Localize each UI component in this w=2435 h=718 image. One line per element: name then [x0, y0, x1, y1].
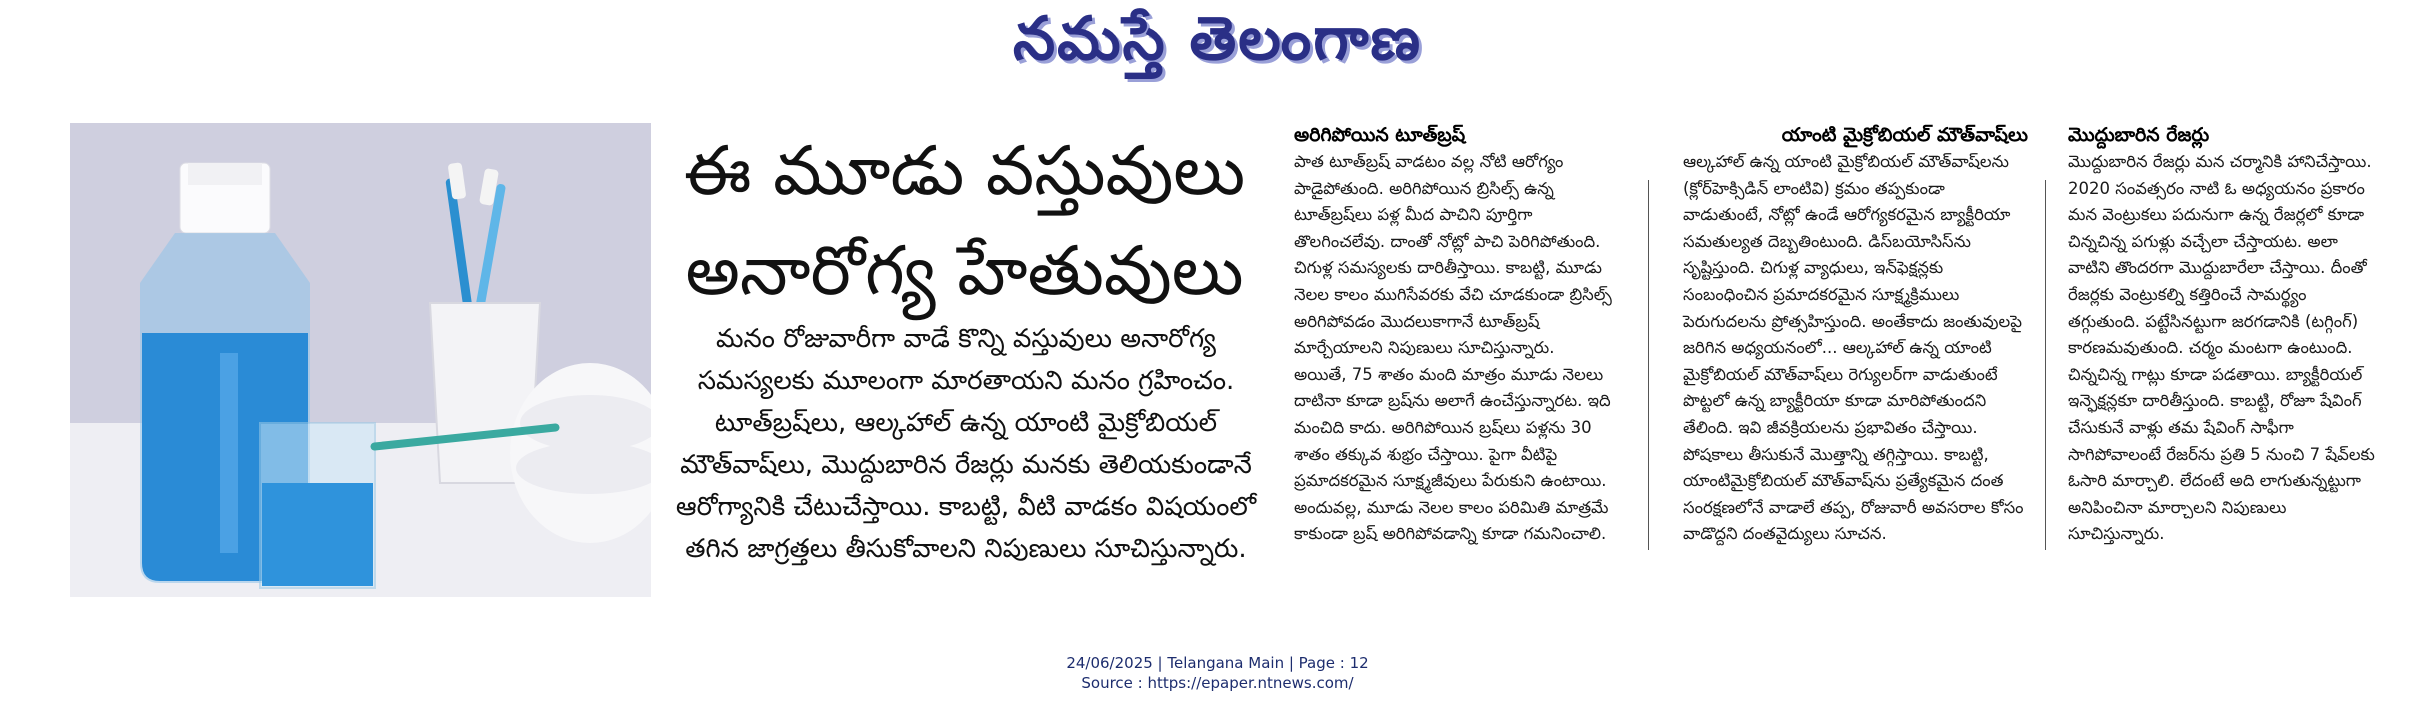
column-divider	[1648, 180, 1649, 550]
column-heading: యాంటి మైక్రోబియల్ మౌత్‌వాష్‌లు	[1781, 124, 2028, 146]
column-toothbrush	[1294, 123, 1612, 548]
column-divider	[2045, 180, 2046, 550]
column-heading: మొద్దుబారిన రేజర్లు	[2068, 124, 2210, 146]
headline	[672, 122, 1257, 322]
column-body: మొద్దుబారిన రేజర్లు మన చర్మానికి హానిచేస్తాయి. 2020 సంవత్సరం నాటి ఓ అధ్యయనం ప్రకారం మన వెంట్రుకలు పదునుగా ఉన్న రేజర్లలో కూడా చిన్నచిన్న పగుళ్లు వచ్చేలా చేస్తాయట. అలా వాటిని తొందరగా మొద్దుబారేలా చేస్తాయి. దీంతో రేజర్లకు వెంట్రుకల్ని కత్తిరించే సామర్థ్యం తగ్గుతుంది. పట్టేసినట్టుగా జరగడానికి (టగ్గింగ్) కారణమవుతుంది. చర్మం మంటగా ఉంటుంది. చిన్నచిన్న గాట్లు కూడా పడతాయి. బ్యాక్టీరియల్ ఇన్ఫెక్షన్లకూ దారితీస్తుంది. కాబట్టి, రోజూ షేవింగ్ చేసుకునే వాళ్లు తమ షేవింగ్ సాఫీగా సాగిపోవాలంటే రేజర్‌ను ప్రతి 5 నుంచి 7 షేవ్‌లకు ఓసారి మార్చాలి. లేదంటే అది లాగుతున్నట్టుగా అనిపించినా మార్చాలని నిపుణులు సూచిస్తున్నారు.	[2068, 152, 2375, 544]
masthead-logo: నమస్తే తెలంగాణ	[1012, 4, 1423, 74]
column-mouthwash	[1683, 123, 2028, 548]
headline-line-1: ఈ మూడు వస్తువులు	[683, 132, 1246, 211]
column-heading: అరిగిపోయిన టూత్‌బ్రష్	[1294, 124, 1466, 146]
column-body: పాత టూత్‌బ్రష్ వాడటం వల్ల నోటి ఆరోగ్యం పాడైపోతుంది. అరిగిపోయిన బ్రిసిల్స్ ఉన్న టూత్‌బ్రష్‌లు పళ్ల మీద పాచిని పూర్తిగా తొలగించలేవు. దాంతో నోట్లో పాచి పెరిగిపోతుంది. చిగుళ్ల సమస్యలకు దారితీస్తాయి. కాబట్టి, మూడు నెలల కాలం ముగిసేవరకు వేచి చూడకుండా బ్రిసిల్స్ అరిగిపోవడం మొదలుకాగానే టూత్‌బ్రష్ మార్చేయాలని నిపుణులు సూచిస్తున్నారు. అయితే, 75 శాతం మంది మాత్రం మూడు నెలలు దాటినా కూడా బ్రష్‌ను అలాగే ఉంచేస్తున్నారట. ఇది మంచిది కాదు. అరిగిపోయిన బ్రష్‌లు పళ్లను 30 శాతం తక్కువ శుభ్రం చేస్తాయి. పైగా వీటిపై ప్రమాదకరమైన సూక్ష్మజీవులు పేరుకుని ఉంటాయి. అందువల్ల, మూడు నెలల కాలం పరిమితి మాత్రమే కాకుండా బ్రష్ అరిగిపోవడాన్ని కూడా గమనించాలి.	[1294, 152, 1612, 544]
intro-paragraph: మనం రోజువారీగా వాడే కొన్ని వస్తువులు అనారోగ్య సమస్యలకు మూలంగా మారతాయని మనం గ్రహించం. టూత్‌బ్రష్‌లు, ఆల్కహాల్ ఉన్న యాంటి మైక్రోబియల్ మౌత్‌వాష్‌లు, మొద్దుబారిన రేజర్లు మనకు తెలియకుండానే ఆరోగ్యానికి చేటుచేస్తాయి. కాబట్టి, వీటి వాడకం విషయంలో తగిన జాగ్రత్తలు తీసుకోవాలని నిపుణులు సూచిస్తున్నారు.	[675, 324, 1257, 564]
column-razor	[2068, 123, 2376, 548]
mouthwash-toothbrush-illustration	[70, 123, 651, 597]
headline-line-2: అనారోగ్య హేతువులు	[685, 232, 1244, 311]
article-photo	[70, 123, 651, 597]
footer-source-line[interactable]: Source : https://epaper.ntnews.com/	[1081, 674, 1354, 692]
column-body: ఆల్కహాల్ ఉన్న యాంటి మైక్రోబియల్ మౌత్‌వాష్‌లను (క్లోర్‌హెక్సిడిన్ లాంటివి) క్రమం తప్పకుండా వాడుతుంటే, నోట్లో ఉండే ఆరోగ్యకరమైన బ్యాక్టీరియా సమతుల్యత దెబ్బతింటుంది. డిస్‌బయోసిస్‌ను సృష్టిస్తుంది. చిగుళ్ల వ్యాధులు, ఇన్‌ఫెక్షన్లకు సంబంధించిన ప్రమాదకరమైన సూక్ష్మక్రిములు పెరుగుదలను ప్రోత్సహిస్తుంది. అంతేకాదు జంతువులపై జరిగిన అధ్యయనంలో... ఆల్కహాల్ ఉన్న యాంటి మైక్రోబియల్ మౌత్‌వాష్‌లు రెగ్యులర్‌గా వాడుతుంటే పొట్టలో ఉన్న బ్యాక్టీరియా కూడా మారిపోతుందని తేలింది. ఇవి జీవక్రియలను ప్రభావితం చేస్తాయి. పోషకాలు తీసుకునే మొత్తాన్ని తగ్గిస్తాయి. కాబట్టి, యాంటిమైక్రోబియల్ మౌత్‌వాష్‌ను ప్రత్యేకమైన దంత సంరక్షణలోనే వాడాలే తప్ప, రోజువారీ అవసరాల కోసం వాడొద్దని దంతవైద్యులు సూచన.	[1683, 152, 2024, 544]
footer-date-line: 24/06/2025 | Telangana Main | Page : 12	[1066, 654, 1369, 672]
